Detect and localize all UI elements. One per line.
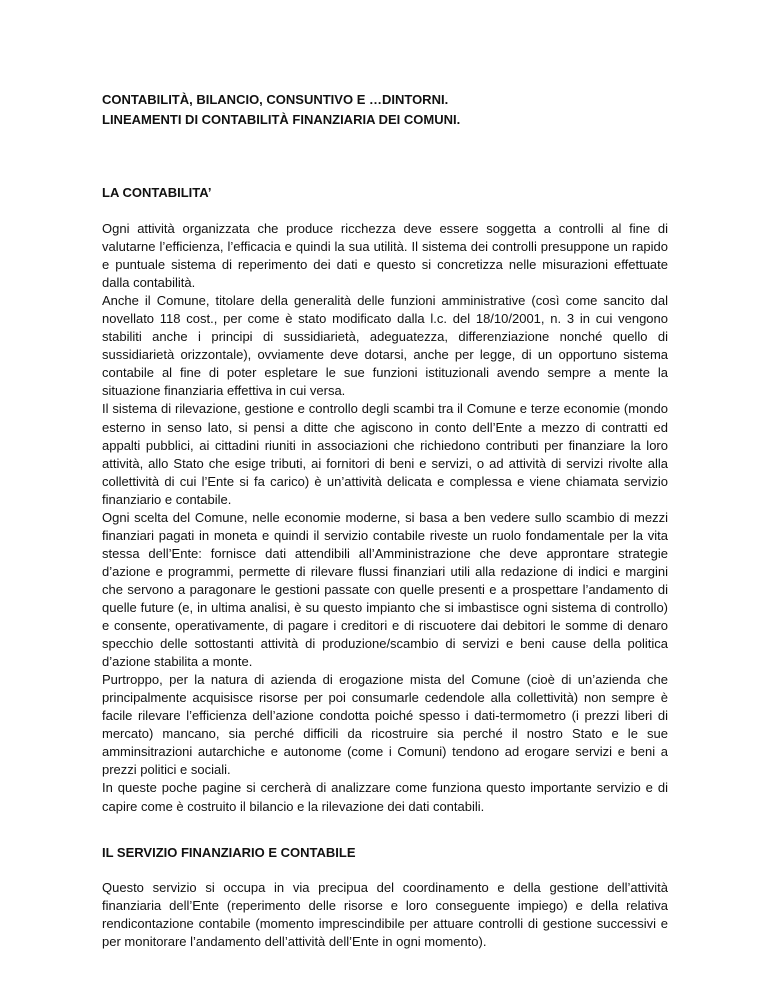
document-title	[102, 90, 668, 130]
paragraph: Ogni scelta del Comune, nelle economie moderne, si basa a ben vedere sullo scambio di mezzi finanziari pagati in moneta e quindi il servizio contabile riveste un ruolo fondamentale per la vita stessa dell’Ente: fornisce dati attendibili all’Amministrazione che deve approntare strategie d’azione e programmi, permette di rilevare flussi finanziari utili alla redazione di indici e margini che servono a paragonare le gestioni passate con quelle presenti e a prospettare l’andamento di quelle future (e, in ultima analisi, è su questo impianto che si imbastisce ogni sistema di controllo) e consente, operativamente, di pagare i creditori e di riscuotere dai debitori le somme di denaro specchio delle sottostanti attività di produzione/scambio di servizi e beni cause della politica d’azione stabilita a monte.	[102, 509, 668, 670]
section-heading-servizio-finanziario: IL SERVIZIO FINANZIARIO E CONTABILE	[102, 844, 356, 860]
paragraph: Ogni attività organizzata che produce ricchezza deve essere soggetta a controlli al fine di valutarne l’efficienza, l’efficacia e quindi la sua utilità. Il sistema dei controlli presuppone un rapido e puntuale sistema di reperimento dei dati e questo si concretizza nelle misurazioni effettuate dalla contabilità.	[102, 221, 668, 291]
section-body-contabilita	[102, 220, 668, 816]
paragraph: Questo servizio si occupa in via precipua del coordinamento e della gestione dell’attività finanziaria dell’Ente (reperimento delle risorse e loro conseguente impiego) e della relativa rendicontazione contabile (momento imprescindibile per attuare controlli di gestione successivi e per monitorare l’andamento dell’attività dell’Ente in ogni momento).	[102, 879, 668, 949]
section-heading-contabilita: LA CONTABILITA’	[102, 185, 212, 200]
paragraph: Il sistema di rilevazione, gestione e controllo degli scambi tra il Comune e terze economie (mondo esterno in senso lato, si pensi a ditte che agiscono in conto dell’Ente a mezzo di contratti ed appalti pubblici, ai cittadini riuniti in associazioni che richiedono contributi per finanziare la loro attività, allo Stato che esige tributi, ai fornitori di beni e servizi, o ad attività di servizi rivolte alla collettività di cui l’Ente si fa carico) è un’attività delicata e complessa e viene chiamata servizio finanziario e contabile.	[102, 401, 668, 507]
paragraph: Purtroppo, per la natura di azienda di erogazione mista del Comune (cioè di un’azienda che principalmente acquisisce risorse per poi consumarle cedendole alla collettività) non sempre è facile rilevare l’efficienza dell’azione condotta poiché spesso i dati-termometro (i prezzi liberi di mercato) mancano, sia perché difficili da ricostruire sia perché il nostro Stato e le sue amminsitrazioni autarchiche e autonome (come i Comuni) tendono ad erogare servizi e beni a prezzi politici e sociali.	[102, 672, 668, 778]
document-page	[102, 90, 668, 951]
section-body-servizio-finanziario	[102, 879, 668, 951]
document-title-line-2: LINEAMENTI DI CONTABILITÀ FINANZIARIA DEI COMUNI.	[102, 112, 461, 127]
document-title-line-1: CONTABILITÀ, BILANCIO, CONSUNTIVO E …DINTORNI.	[102, 92, 449, 107]
paragraph: In queste poche pagine si cercherà di analizzare come funziona questo importante servizio e di capire come è costruito il bilancio e la rilevazione dei dati contabili.	[102, 780, 668, 814]
paragraph: Anche il Comune, titolare della generalità delle funzioni amministrative (così come sancito dal novellato 118 cost., per come è stato modificato dalla l.c. del 18/10/2001, n. 3 in cui vengono stabiliti anche i principi di sussidiarietà, adeguatezza, differenziazione nonché quello di sussidiarietà orizzontale), ovviamente deve dotarsi, anche per legge, di un opportuno sistema contabile al fine di poter espletare le sue funzioni istituzionali avendo sempre a mente la situazione finanziaria effettiva in cui versa.	[102, 293, 668, 399]
